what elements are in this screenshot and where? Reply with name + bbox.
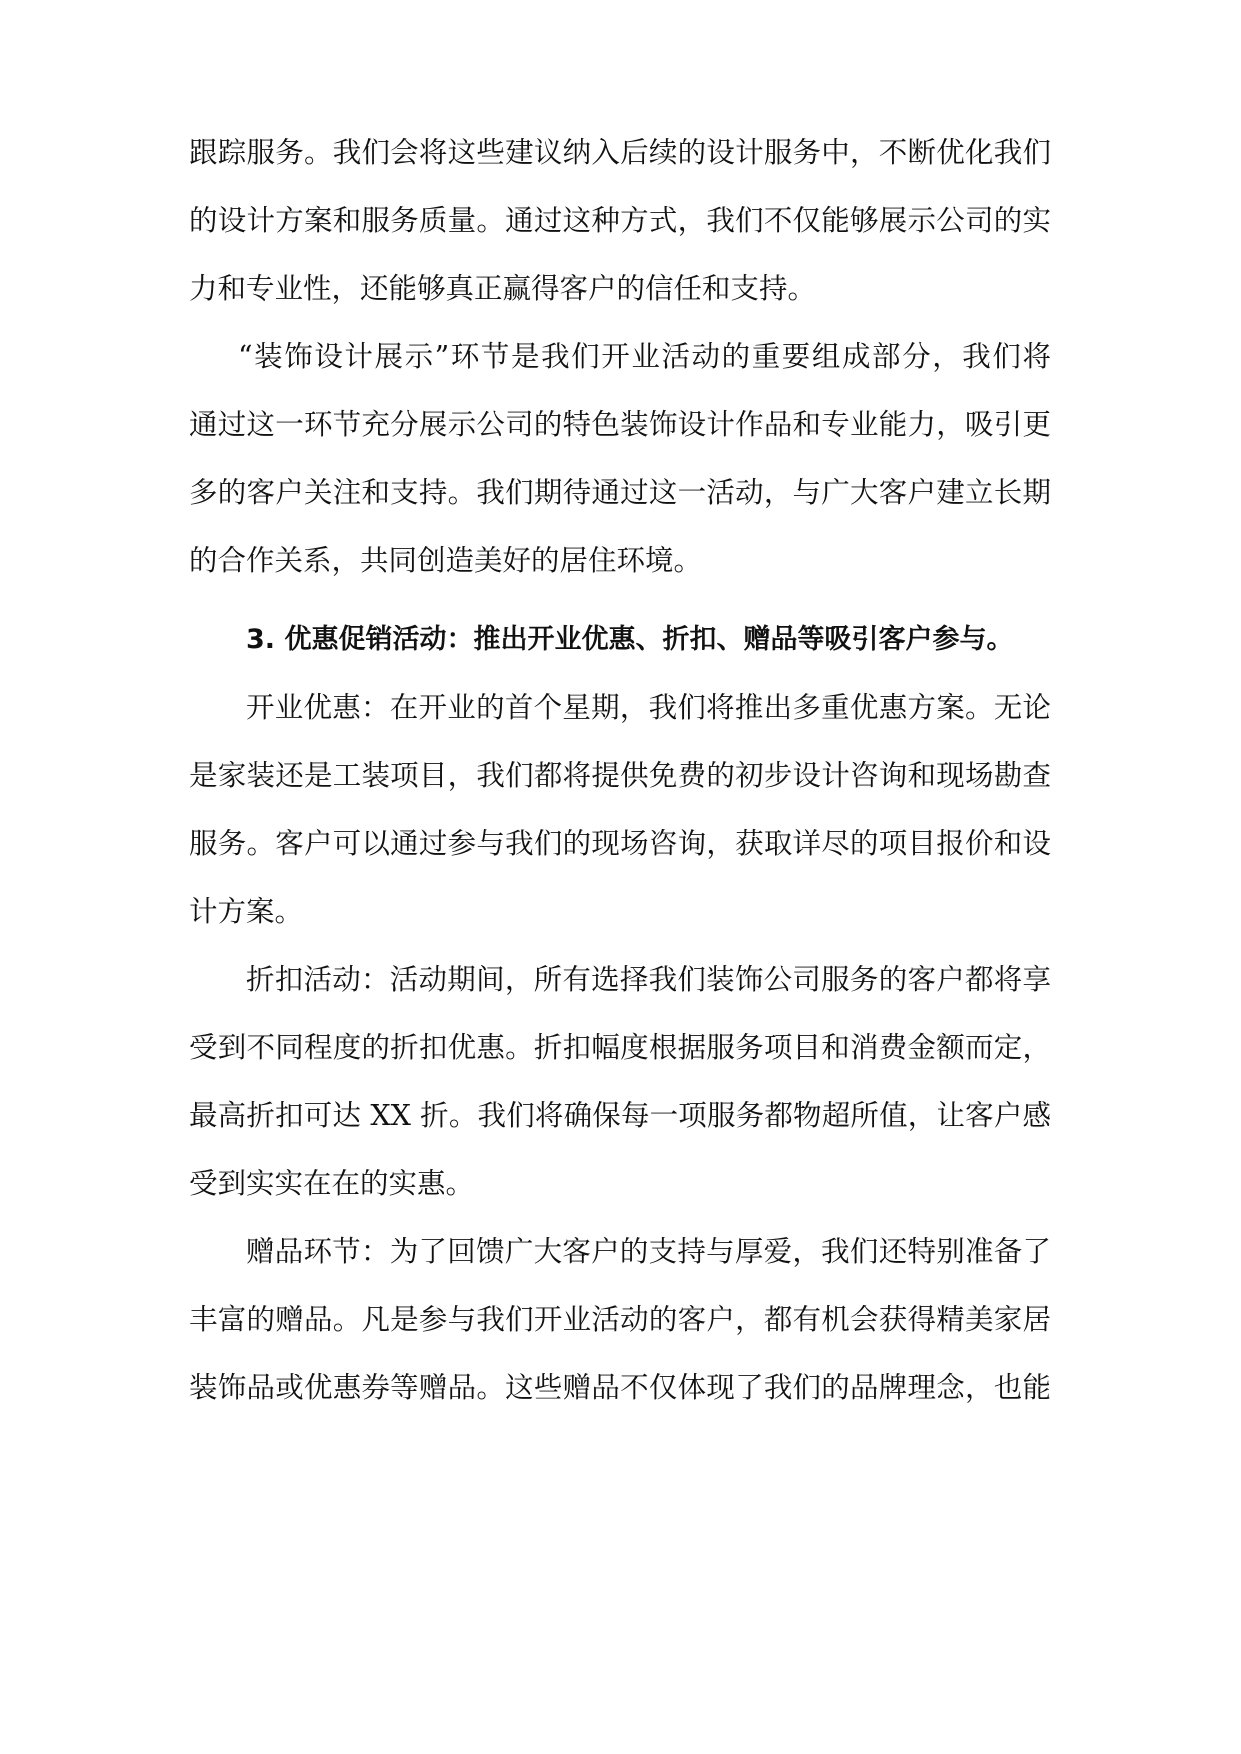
paragraph-line: 是家装还是工装项目，我们都将提供免费的初步设计咨询和现场勘查 xyxy=(189,759,1051,792)
section-heading: 3. 优惠促销活动：推出开业优惠、折扣、赠品等吸引客户参与。 xyxy=(246,624,1014,655)
paragraph-line: 的设计方案和服务质量。通过这种方式，我们不仅能够展示公司的实 xyxy=(189,204,1051,237)
paragraph-line: 折扣活动：活动期间，所有选择我们装饰公司服务的客户都将享 xyxy=(246,963,1051,996)
paragraph-line: 力和专业性，还能够真正赢得客户的信任和支持。 xyxy=(189,272,817,305)
paragraph-line: 赠品环节：为了回馈广大客户的支持与厚爱，我们还特别准备了 xyxy=(246,1235,1051,1268)
paragraph-line: 的合作关系，共同创造美好的居住环境。 xyxy=(189,544,703,577)
paragraph-line: 丰富的赠品。凡是参与我们开业活动的客户，都有机会获得精美家居 xyxy=(189,1303,1051,1336)
paragraph-line: 受到实实在在的实惠。 xyxy=(189,1167,475,1200)
paragraph-line: 受到不同程度的折扣优惠。折扣幅度根据服务项目和消费金额而定， xyxy=(189,1031,1051,1064)
paragraph-line: 通过这一环节充分展示公司的特色装饰设计作品和专业能力，吸引更 xyxy=(189,408,1051,441)
paragraph-line: 多的客户关注和支持。我们期待通过这一活动，与广大客户建立长期 xyxy=(189,476,1051,509)
paragraph-line: 开业优惠：在开业的首个星期，我们将推出多重优惠方案。无论 xyxy=(246,691,1051,724)
paragraph-line: 跟踪服务。我们会将这些建议纳入后续的设计服务中，不断优化我们 xyxy=(189,136,1051,169)
paragraph-line: “装饰设计展示”环节是我们开业活动的重要组成部分，我们将 xyxy=(238,340,1051,373)
paragraph-line: 装饰品或优惠券等赠品。这些赠品不仅体现了我们的品牌理念，也能 xyxy=(189,1371,1051,1404)
paragraph-line: 计方案。 xyxy=(189,895,304,928)
paragraph-line: 服务。客户可以通过参与我们的现场咨询，获取详尽的项目报价和设 xyxy=(189,827,1051,860)
paragraph-line: 最高折扣可达 XX 折。我们将确保每一项服务都物超所值，让客户感 xyxy=(189,1099,1051,1132)
